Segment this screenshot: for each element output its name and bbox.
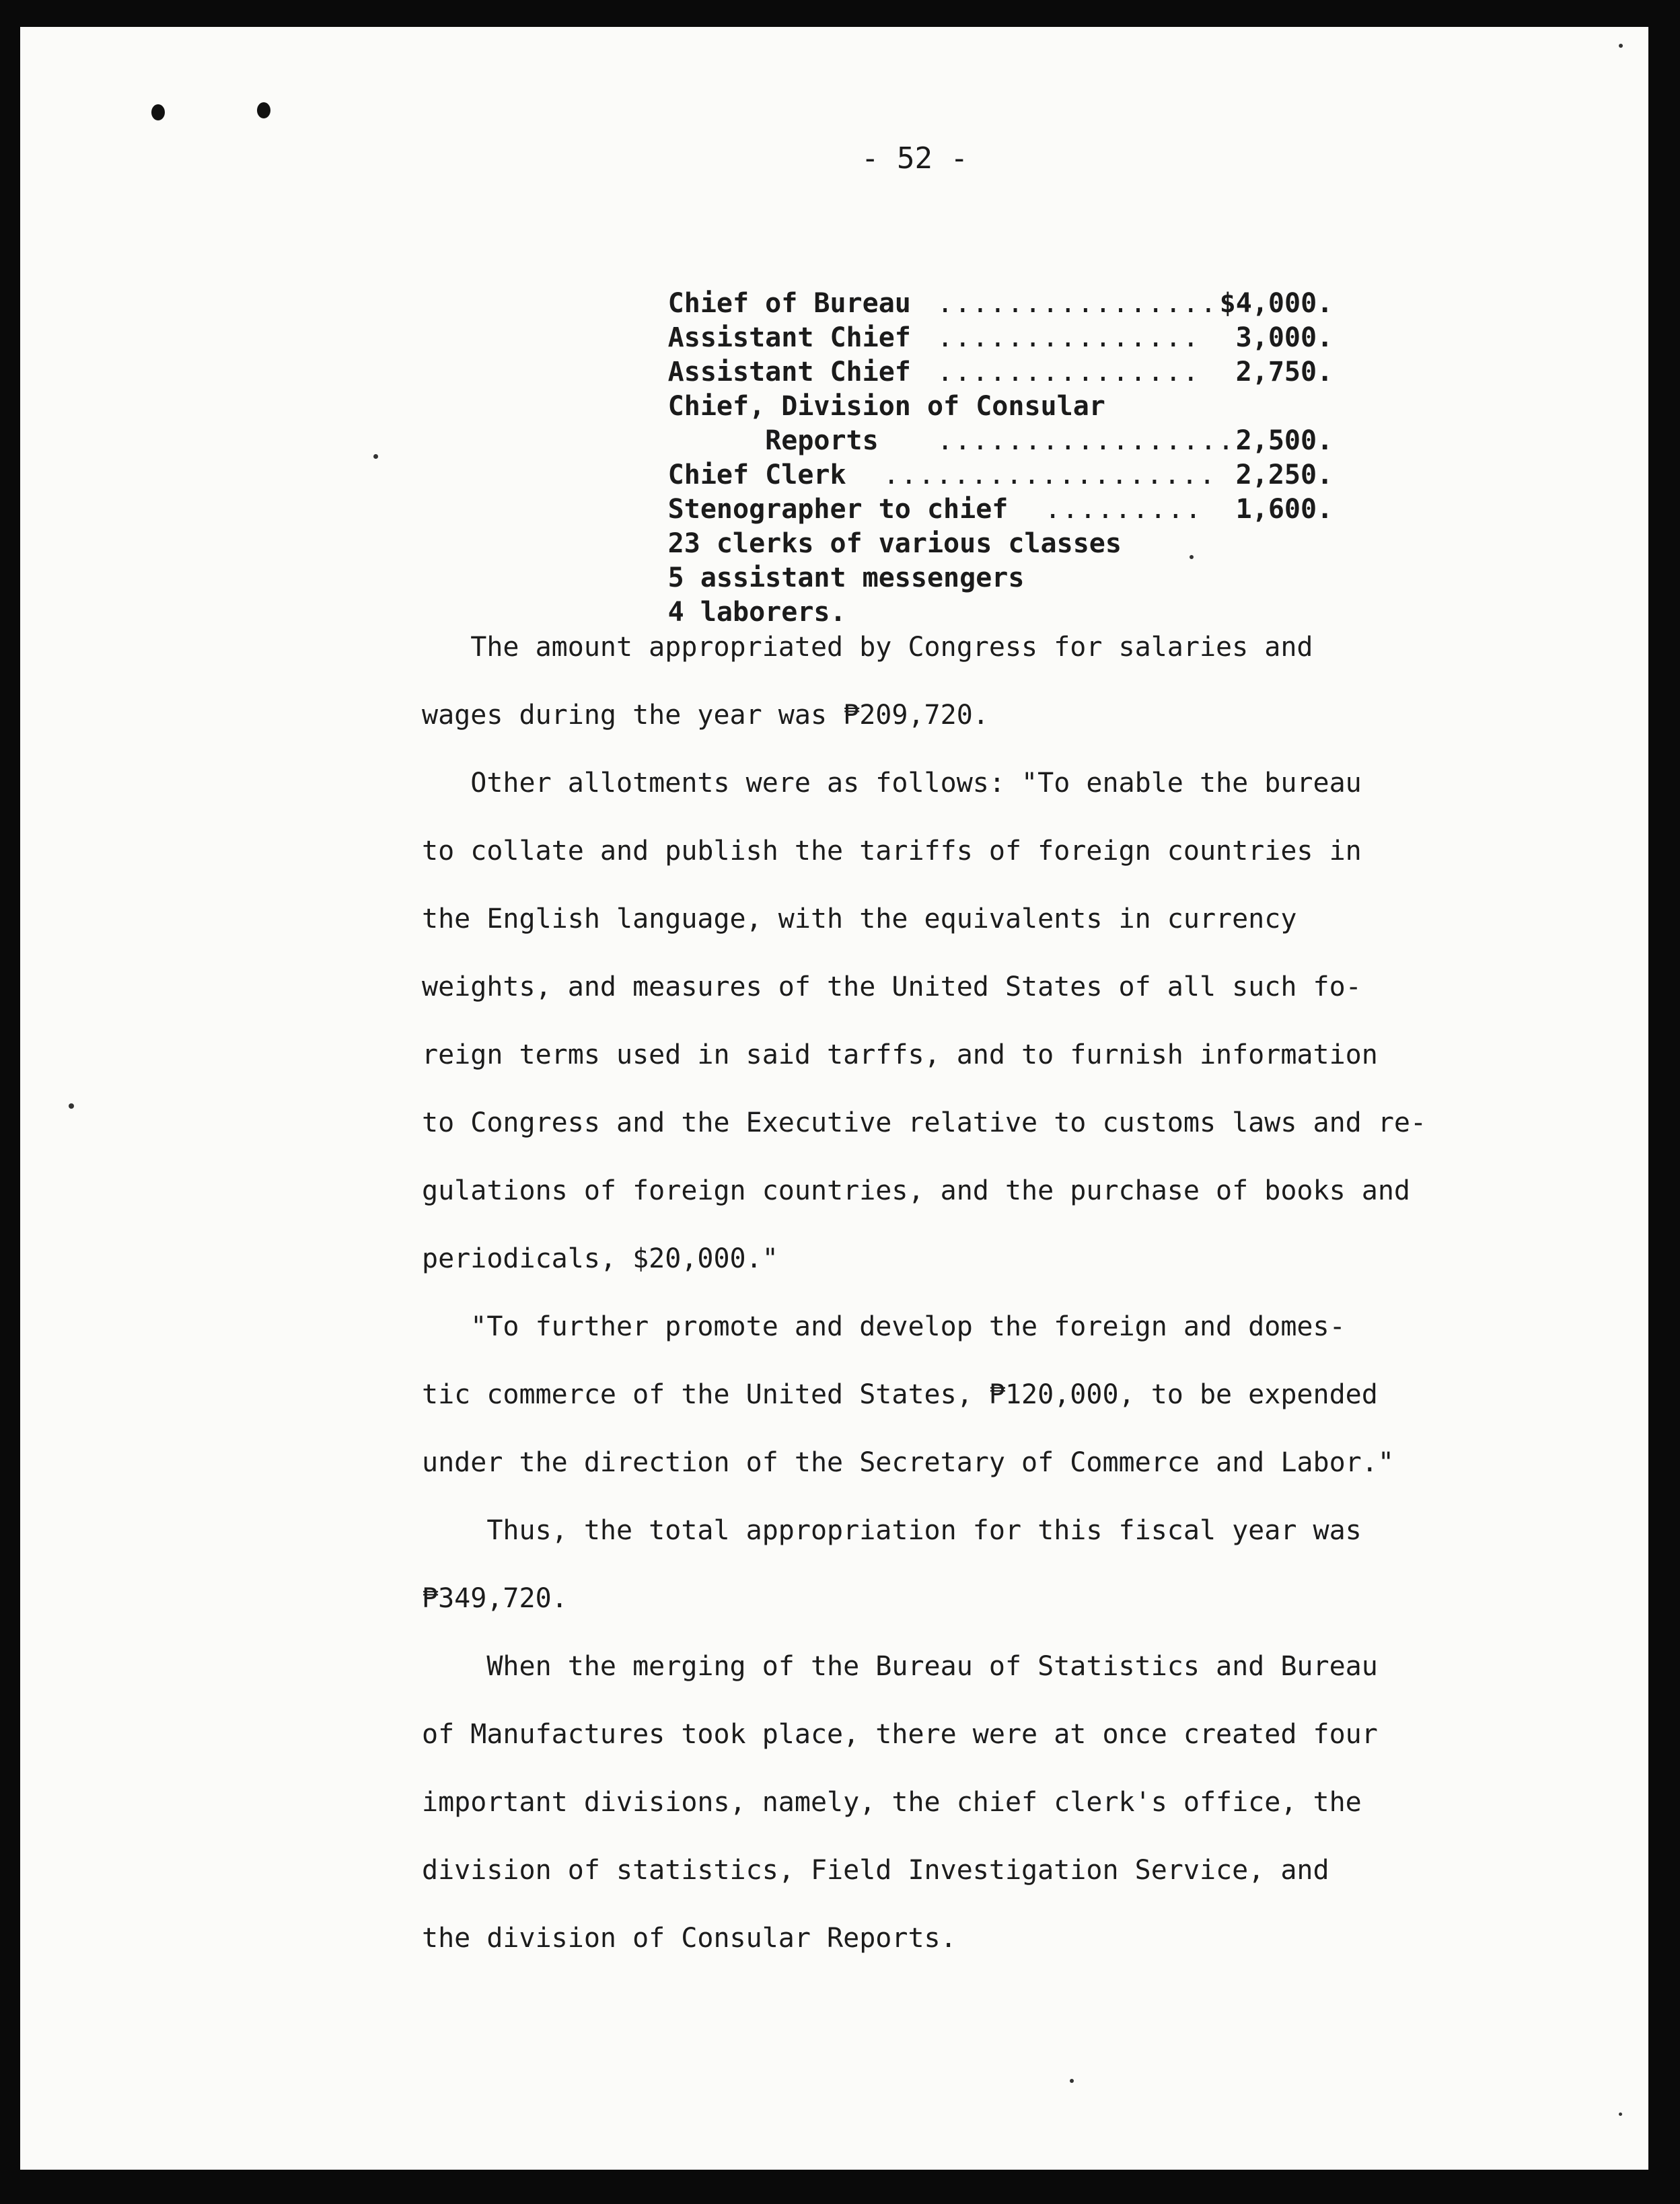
text-line: to Congress and the Executive relative to customs laws and re- — [422, 1107, 1427, 1138]
position-title: Chief of Bureau — [667, 288, 911, 319]
text-line: gulations of foreign countries, and the purchase of books and — [422, 1175, 1411, 1206]
scan-speck — [373, 454, 378, 459]
position-title: Reports — [667, 425, 879, 456]
position-title: 5 assistant messengers — [667, 562, 1025, 593]
salary-amount: 1,600. — [1235, 494, 1334, 525]
text-line: division of statistics, Field Investigation Service, and — [422, 1855, 1329, 1886]
salary-table — [538, 252, 1371, 628]
scan-speck — [1619, 44, 1623, 48]
document-page — [20, 27, 1648, 2170]
position-title: 23 clerks of various classes — [667, 528, 1122, 559]
text-line: Other allotments were as follows: "To enable the bureau — [422, 768, 1362, 799]
text-line: When the merging of the Bureau of Statistics and Bureau — [422, 1651, 1378, 1682]
salary-amount: 2,500. — [1235, 425, 1334, 456]
table-row — [538, 252, 1371, 319]
text-line: the English language, with the equivalents in currency — [422, 904, 1297, 934]
text-line: Thus, the total appropriation for this fiscal year was — [422, 1515, 1362, 1546]
leader-dots: ............... — [937, 322, 1200, 353]
text-line: tic commerce of the United States, ₱120,000, to be expended — [422, 1379, 1378, 1410]
scan-speck — [1619, 2113, 1622, 2116]
position-title: Stenographer to chief — [667, 494, 1009, 525]
position-title: Chief Clerk — [667, 460, 846, 490]
text-line: important divisions, namely, the chief clerk's office, the — [422, 1787, 1362, 1818]
position-title: Chief, Division of Consular — [667, 391, 1105, 422]
salary-amount: 2,250. — [1235, 460, 1334, 490]
leader-dots: ................. — [937, 425, 1236, 456]
text-line: under the direction of the Secretary of Commerce and Labor." — [422, 1447, 1394, 1478]
text-line: weights, and measures of the United States of all such fo- — [422, 971, 1362, 1002]
position-title: Assistant Chief — [667, 322, 911, 353]
text-line: the division of Consular Reports. — [422, 1923, 957, 1954]
text-line: of Manufactures took place, there were at once created four — [422, 1719, 1378, 1750]
position-title: 4 laborers. — [667, 597, 846, 628]
scan-speck — [69, 1103, 74, 1109]
position-title: Assistant Chief — [667, 357, 911, 388]
text-line: "To further promote and develop the foreign and domes- — [422, 1311, 1346, 1342]
punch-hole-left — [151, 104, 165, 120]
text-line: ₱349,720. — [422, 1583, 568, 1614]
text-line: reign terms used in said tarffs, and to furnish information — [422, 1039, 1378, 1070]
page-number: - 52 - — [861, 141, 968, 176]
leader-dots: ................ — [937, 288, 1218, 319]
text-line: wages during the year was ₱209,720. — [422, 700, 989, 731]
text-line: The amount appropriated by Congress for salaries and — [422, 632, 1313, 663]
scan-speck — [1070, 2079, 1074, 2083]
salary-amount: $4,000. — [1219, 288, 1334, 319]
salary-amount: 3,000. — [1235, 322, 1334, 353]
punch-hole-right — [257, 102, 270, 118]
leader-dots: ......... — [1044, 494, 1203, 525]
text-line: periodicals, $20,000." — [422, 1243, 778, 1274]
leader-dots: ................... — [883, 460, 1217, 490]
text-line: to collate and publish the tariffs of foreign countries in — [422, 836, 1362, 867]
leader-dots: ............... — [937, 357, 1200, 388]
salary-amount: 2,750. — [1235, 357, 1334, 388]
